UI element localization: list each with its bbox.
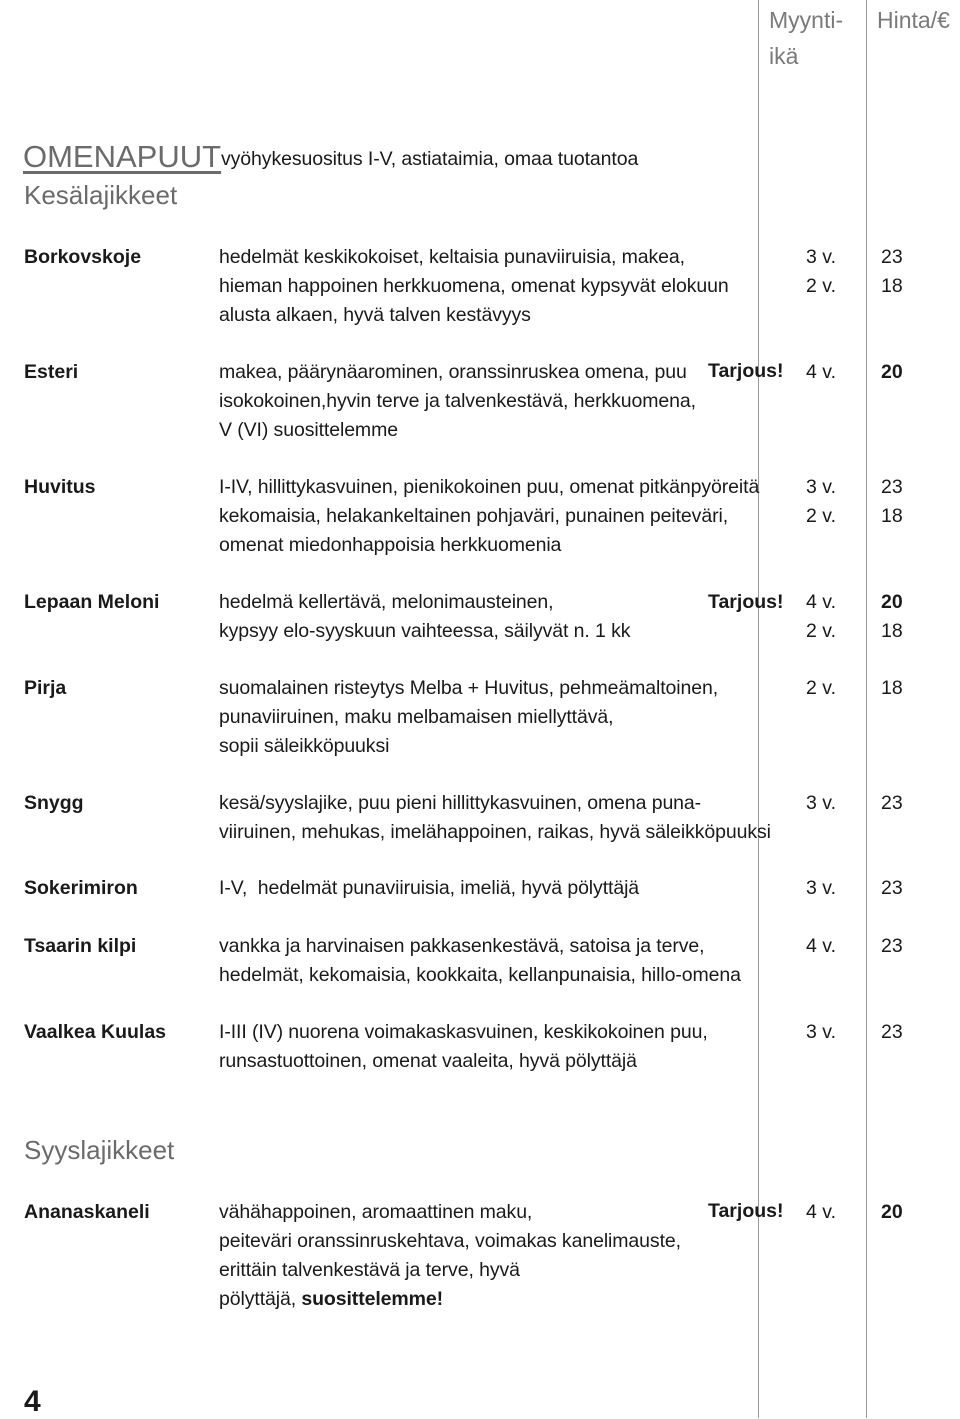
section-title-autumn: Syyslajikkeet [24,1135,175,1165]
variety-description: hedelmä kellertävä, melonimausteinen, kypsyy elo-syyskuun vaihteessa, säilyvät n. 1 kk [219,591,631,642]
sale-age: 2 v. [806,677,836,699]
variety-name: Huvitus [24,476,96,498]
variety-name: Tsaarin kilpi [24,935,137,957]
variety-name: Snygg [24,792,84,814]
variety-description: I-III (IV) nuorena voimakaskasvuinen, keskikokoinen puu, runsastuottoinen, omenat vaaleita, hyvä pölyttäjä [219,1021,708,1072]
page-title: OMENAPUUT [23,139,222,174]
variety-name: Vaalkea Kuulas [24,1021,167,1043]
offer-badge: Tarjous! [708,591,784,613]
header-age-line2: ikä [769,43,799,69]
page-subtitle: vyöhykesuositus I-V, astiataimia, omaa tuotantoa [221,148,639,170]
price: 23 [881,792,903,814]
variety-description: vähähappoinen, aromaattinen maku, peiteväri oranssinruskehtava, voimakas kanelimauste, erittäin talvenkestävä ja terve, hyvä pölyttäjä, suosittelemme! [219,1201,681,1310]
offer-badge: Tarjous! [708,1200,784,1222]
price: 23 [881,935,903,957]
price: 20 [881,1201,903,1223]
price: 18 [881,677,903,699]
variety-name: Ananaskaneli [24,1201,150,1223]
sale-age: 3 v. [806,792,836,814]
offer-badge: Tarjous! [708,360,784,382]
sale-age: 3 v. 2 v. [806,246,836,297]
header-age-line1: Myynti- [769,7,844,33]
variety-description: suomalainen risteytys Melba + Huvitus, pehmeämaltoinen, punaviiruinen, maku melbamaisen miellyttävä, sopii säleikköpuuksi [219,677,719,757]
variety-name: Sokerimiron [24,877,138,899]
variety-description: makea, päärynäarominen, oranssinruskea omena, puu isokokoinen,hyvin terve ja talvenkestävä, herkkuomena, V (VI) suosittelemme [219,361,696,441]
variety-description: hedelmät keskikokoiset, keltaisia punaviiruisia, makea, hieman happoinen herkkuomena, omenat kypsyvät elokuun alusta alkaen, hyvä talven kestävyys [219,246,729,326]
sale-age: 4 v. [806,361,836,383]
sale-age: 3 v. [806,1021,836,1043]
sale-age: 3 v. [806,877,836,899]
sale-age: 4 v. [806,935,836,957]
column-divider-right [866,0,867,1418]
price: 20 [881,361,903,383]
variety-name: Borkovskoje [24,246,142,268]
price: 23 18 [881,246,903,297]
variety-description: kesä/syyslajike, puu pieni hillittykasvuinen, omena puna- viiruinen, mehukas, imelähappoinen, raikas, hyvä säleikköpuuksi [219,792,771,843]
price: 23 18 [881,476,903,527]
variety-name: Esteri [24,361,79,383]
variety-description: I-V, hedelmät punaviiruisia, imeliä, hyvä pölyttäjä [219,877,640,899]
section-title-summer: Kesälajikkeet [24,180,178,210]
variety-name: Lepaan Meloni [24,591,160,613]
variety-description: vankka ja harvinaisen pakkasenkestävä, satoisa ja terve, hedelmät, kekomaisia, kookkaita, kellanpunaisia, hillo-omena [219,935,741,986]
sale-age: 4 v. 2 v. [806,591,836,642]
variety-description: I-IV, hillittykasvuinen, pienikokoinen puu, omenat pitkänpyöreitä kekomaisia, helakankeltainen pohjaväri, punainen peiteväri, omenat miedonhappoisia herkkuomenia [219,476,760,556]
header-age-label [769,2,843,74]
price: 20 18 [881,591,903,642]
variety-name: Pirja [24,677,67,699]
page-number: 4 [24,1385,41,1418]
price: 23 [881,1021,903,1043]
sale-age: 3 v. 2 v. [806,476,836,527]
sale-age: 4 v. [806,1201,836,1223]
header-price-label: Hinta/€ [877,7,950,33]
price: 23 [881,877,903,899]
